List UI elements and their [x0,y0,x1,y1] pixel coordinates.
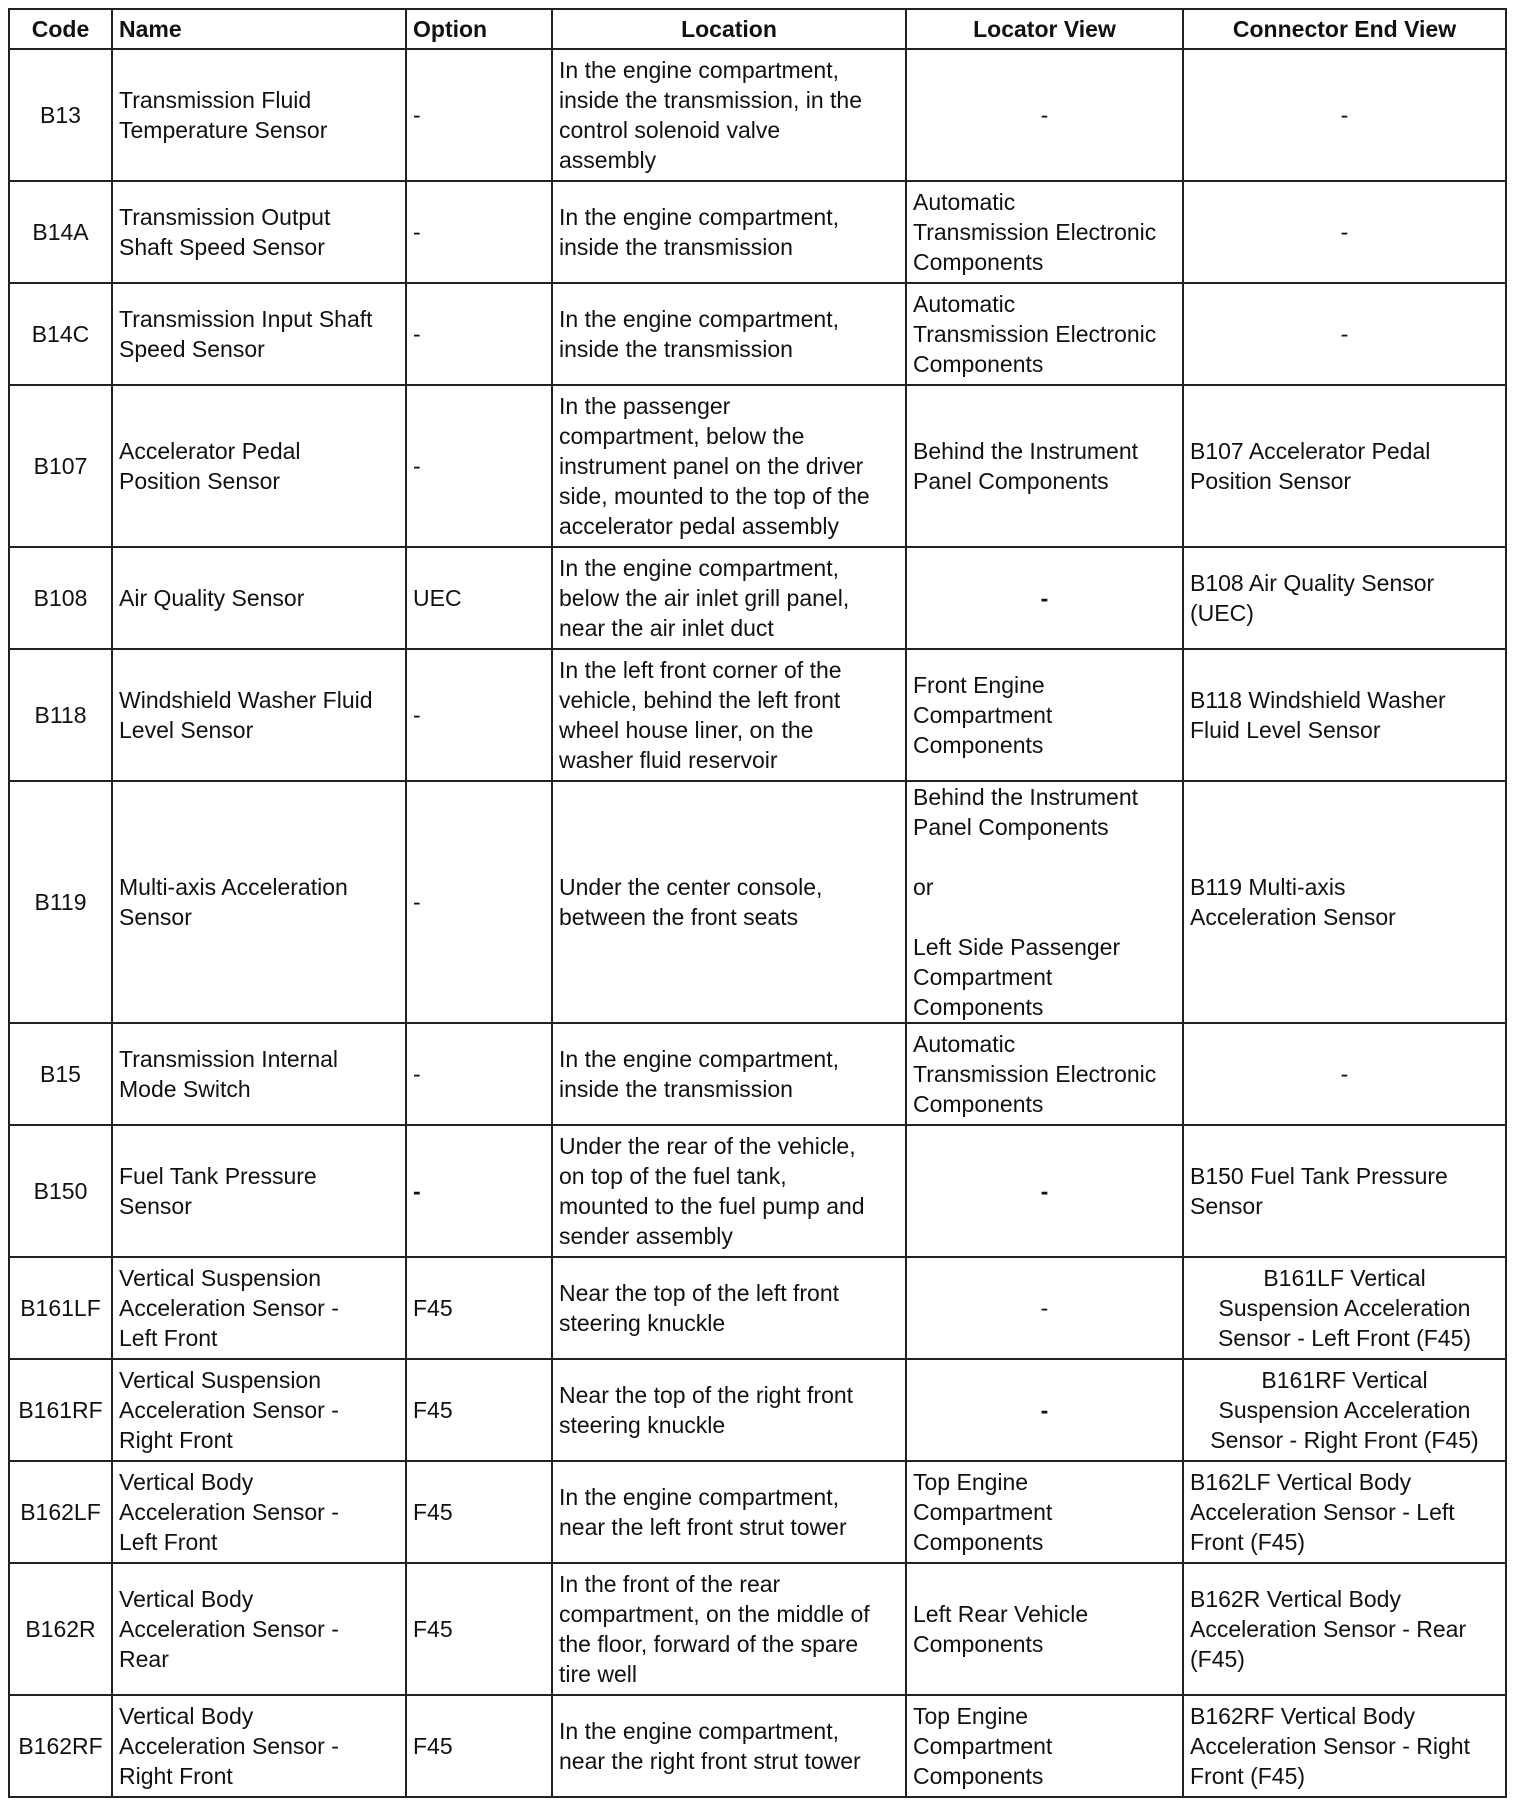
table-row [9,1023,1506,1125]
cell-code: B162LF [9,1461,112,1563]
cell-connector-end-view: B118 Windshield Washer Fluid Level Sensor [1183,649,1506,781]
cell-connector-end-view: B107 Accelerator Pedal Position Sensor [1183,385,1506,547]
cell-location: Near the top of the left front steering knuckle [552,1257,906,1359]
cell-location: In the engine compartment, inside the transmission [552,181,906,283]
cell-location: In the left front corner of the vehicle, behind the left front wheel house liner, on the washer fluid reservoir [552,649,906,781]
table-row [9,49,1506,181]
cell-connector-end-view: B119 Multi-axis Acceleration Sensor [1183,781,1506,1023]
header-connector-end-view: Connector End View [1183,9,1506,49]
cell-location: In the engine compartment, inside the transmission [552,283,906,385]
cell-connector-end-view: B161LF Vertical Suspension Acceleration Sensor - Left Front (F45) [1183,1257,1506,1359]
table-row [9,649,1506,781]
cell-code: B107 [9,385,112,547]
cell-connector-end-view: - [1183,1023,1506,1125]
cell-option: F45 [406,1695,552,1797]
cell-code: B118 [9,649,112,781]
cell-connector-end-view: B150 Fuel Tank Pressure Sensor [1183,1125,1506,1257]
cell-locator-view: - [906,1359,1183,1461]
cell-name: Transmission Input Shaft Speed Sensor [112,283,406,385]
cell-code: B13 [9,49,112,181]
header-location: Location [552,9,906,49]
cell-locator-view: - [906,1125,1183,1257]
table-row [9,1257,1506,1359]
cell-location: In the front of the rear compartment, on the middle of the floor, forward of the spare tire well [552,1563,906,1695]
cell-connector-end-view: - [1183,181,1506,283]
cell-code: B108 [9,547,112,649]
cell-code: B150 [9,1125,112,1257]
cell-name: Transmission Fluid Temperature Sensor [112,49,406,181]
cell-locator-view: Top Engine Compartment Components [906,1695,1183,1797]
cell-option: - [406,649,552,781]
cell-location: Under the center console, between the front seats [552,781,906,1023]
cell-option: F45 [406,1257,552,1359]
cell-option: - [406,49,552,181]
table-row [9,1125,1506,1257]
cell-code: B161LF [9,1257,112,1359]
cell-name: Vertical Body Acceleration Sensor - Right Front [112,1695,406,1797]
cell-location: In the engine compartment, below the air inlet grill panel, near the air inlet duct [552,547,906,649]
table-row [9,1563,1506,1695]
cell-locator-view: Left Rear Vehicle Components [906,1563,1183,1695]
cell-connector-end-view: B108 Air Quality Sensor (UEC) [1183,547,1506,649]
cell-option: F45 [406,1563,552,1695]
table-row [9,181,1506,283]
cell-connector-end-view: B161RF Vertical Suspension Acceleration Sensor - Right Front (F45) [1183,1359,1506,1461]
header-locator-view: Locator View [906,9,1183,49]
cell-location: Near the top of the right front steering knuckle [552,1359,906,1461]
cell-connector-end-view: - [1183,283,1506,385]
table-row [9,283,1506,385]
cell-code: B119 [9,781,112,1023]
cell-name: Windshield Washer Fluid Level Sensor [112,649,406,781]
component-locator-table [8,8,1507,1798]
table-row [9,547,1506,649]
table-row [9,1461,1506,1563]
cell-locator-view: Automatic Transmission Electronic Components [906,181,1183,283]
cell-option: - [406,181,552,283]
cell-option: - [406,385,552,547]
cell-locator-view: Top Engine Compartment Components [906,1461,1183,1563]
header-name: Name [112,9,406,49]
cell-code: B14A [9,181,112,283]
cell-location: In the engine compartment, inside the transmission [552,1023,906,1125]
table-row [9,1695,1506,1797]
cell-name: Fuel Tank Pressure Sensor [112,1125,406,1257]
cell-code: B161RF [9,1359,112,1461]
cell-code: B162RF [9,1695,112,1797]
cell-option: - [406,283,552,385]
cell-name: Multi-axis Acceleration Sensor [112,781,406,1023]
cell-locator-view: Behind the Instrument Panel Components or Left Side Passenger Compartment Components [906,781,1183,1023]
header-option: Option [406,9,552,49]
cell-name: Vertical Body Acceleration Sensor - Left Front [112,1461,406,1563]
cell-option: - [406,1023,552,1125]
cell-locator-view: Behind the Instrument Panel Components [906,385,1183,547]
cell-option: - [406,1125,552,1257]
header-code: Code [9,9,112,49]
cell-code: B15 [9,1023,112,1125]
cell-name: Vertical Suspension Acceleration Sensor - Right Front [112,1359,406,1461]
cell-name: Transmission Output Shaft Speed Sensor [112,181,406,283]
cell-option: F45 [406,1461,552,1563]
cell-location: In the engine compartment, near the right front strut tower [552,1695,906,1797]
cell-locator-view: - [906,1257,1183,1359]
cell-connector-end-view: B162RF Vertical Body Acceleration Sensor - Right Front (F45) [1183,1695,1506,1797]
cell-locator-view: Automatic Transmission Electronic Components [906,283,1183,385]
cell-locator-view: - [906,547,1183,649]
cell-connector-end-view: - [1183,49,1506,181]
cell-code: B14C [9,283,112,385]
cell-connector-end-view: B162R Vertical Body Acceleration Sensor - Rear (F45) [1183,1563,1506,1695]
cell-option: - [406,781,552,1023]
cell-option: F45 [406,1359,552,1461]
cell-name: Air Quality Sensor [112,547,406,649]
cell-location: In the passenger compartment, below the instrument panel on the driver side, mounted to the top of the accelerator pedal assembly [552,385,906,547]
table-row [9,1359,1506,1461]
cell-connector-end-view: B162LF Vertical Body Acceleration Sensor - Left Front (F45) [1183,1461,1506,1563]
table-row [9,385,1506,547]
cell-locator-view: - [906,49,1183,181]
cell-location: Under the rear of the vehicle, on top of the fuel tank, mounted to the fuel pump and sender assembly [552,1125,906,1257]
cell-option: UEC [406,547,552,649]
cell-locator-view: Automatic Transmission Electronic Components [906,1023,1183,1125]
header-row [9,9,1506,49]
cell-code: B162R [9,1563,112,1695]
table-row [9,781,1506,1023]
cell-name: Accelerator Pedal Position Sensor [112,385,406,547]
cell-name: Transmission Internal Mode Switch [112,1023,406,1125]
cell-location: In the engine compartment, near the left front strut tower [552,1461,906,1563]
cell-name: Vertical Suspension Acceleration Sensor - Left Front [112,1257,406,1359]
cell-name: Vertical Body Acceleration Sensor - Rear [112,1563,406,1695]
cell-locator-view: Front Engine Compartment Components [906,649,1183,781]
cell-location: In the engine compartment, inside the transmission, in the control solenoid valve assembly [552,49,906,181]
